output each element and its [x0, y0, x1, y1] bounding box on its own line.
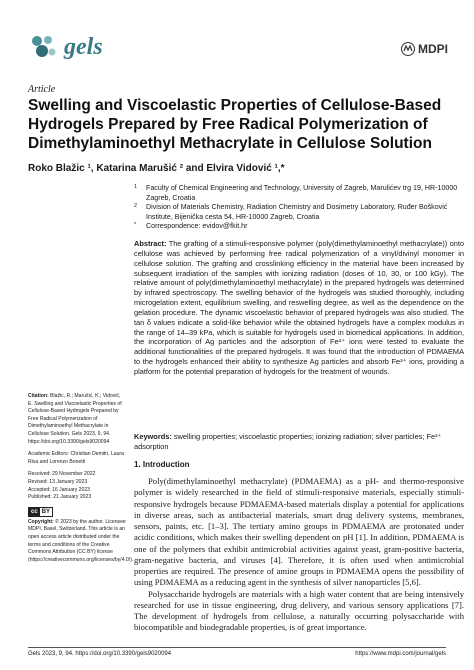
cc-by-license-badge[interactable]	[28, 507, 53, 517]
revised-date: Revised: 13 January 2023	[28, 478, 88, 485]
journal-name: gels	[64, 34, 103, 60]
affiliation-text: Faculty of Chemical Engineering and Technology, University of Zagreb, Marulićev trg 19, HR-10000 Zagreb, Croatia	[146, 184, 458, 202]
affiliation-number: *	[134, 222, 137, 229]
abstract	[134, 239, 464, 377]
citation-label: Citation:	[28, 393, 49, 399]
affiliation-item	[134, 184, 464, 203]
abstract-text: The grafting of a stimuli-responsive polymer (poly(dimethylaminoethyl methacrylate)) onto cellulose was achieved by performing free radical polymerization of a vinyl/divinyl monomer in cellulose solution. The grafting and crosslinking efficiency in the material have been increased by subsequent irradiation of the samples with ionizing radiation (doses of 10, 30, or 100 kGy). The relative amount of poly(dimethylaminoethyl methacrylate) in the prepared hydrogels was determined by infrared spectroscopy. The swelling behavior of the hydrogels was studied thoroughly, including microgelation extent, equilibrium swelling, and reswelling degree, as well as the dependence on the gelation procedure. The dynamic viscoelastic behavior of prepared hydrogels was also studied. The tan δ values indicate a solid-like behavior while the obtained hydrogels have a complex modulus in the range of 14–39 kPa, which is suitable for hydrogels used in biomedical applications. In addition, the incorporation of Ag particles and the adsorption of Fe³⁺ ions were tested to evaluate the additional functionalities of the prepared hydrogels. It was found that the introduction of PDMAEMA to the hydrogels enhanced their ability to synthesize Ag particles and absorb Fe³⁺ ions, providing a platform for the potential preparation of hydrogels for the treatment of wounds.	[134, 239, 465, 376]
paragraph: Poly(dimethylaminoethyl methacrylate) (PDMAEMA) as a pH- and thermo-responsive polymer is widely researched in the field of stimuli-responsive materials, especially stimuli-responsive hydrogels because PDMAEMA-based materials display a potential for applications in diverse areas, such as antibacterial materials, smart drug delivery systems, membranes, sensors, paints, etc. [1–3]. The tertiary amino groups in PDMAEMA are protonated under acidic conditions, which makes their swelling dependent on pH [1]. In addition, PDMAEMA is one of the polymers that exhibit antimicrobial activities against yeast, gram-positive bacteria, gram-negative bacteria, and viruses [4]. Therefore, it is often used when antimicrobial properties are required. The presence of amine groups in PDMAEMA opens the possibility of using PDMAEMA as a reducing agent in the synthesis of silver nanoparticles [5,6].	[134, 476, 464, 588]
citation	[28, 393, 126, 446]
academic-editors: Academic Editors: Christian Demitri, Laura Riva and Lorenzo Bonetti	[28, 451, 124, 465]
publisher-name: MDPI	[418, 42, 448, 56]
article-title: Swelling and Viscoelastic Properties of Cellulose-Based Hydrogels Prepared by Free Radical Polymerization of Dimethylaminoethyl Methacrylate in Cellulose Solution	[28, 97, 442, 152]
publisher-mark-icon	[401, 42, 415, 56]
journal-logo-icon	[28, 32, 58, 62]
footer-citation[interactable]: Gels 2023, 9, 94. https://doi.org/10.3390/gels9020094	[28, 651, 172, 657]
affiliations	[134, 184, 464, 232]
article-info-sidebar	[28, 393, 134, 569]
footer-divider	[28, 647, 446, 648]
affiliation-item	[134, 203, 464, 222]
abstract-label: Abstract:	[134, 239, 167, 248]
received-date: Received: 29 November 2022	[28, 471, 96, 478]
copyright-text: © 2023 by the author. Licensee MDPI, Basel, Switzerland. This article is an open access article distributed under the terms and conditions of the Creative Commons Attribution (CC BY) license (https://creativecommons.org/licenses/by/4.0/).	[28, 518, 134, 563]
section-body	[134, 476, 464, 634]
copyright-label: Copyright:	[28, 518, 54, 525]
published-date: Published: 21 January 2023	[28, 494, 92, 501]
cc-label: cc	[31, 508, 38, 515]
section-heading: 1. Introduction	[134, 460, 190, 469]
keywords-text: swelling properties; viscoelastic properties; ionizing radiation; silver particles; Fe³⁺ adsorption	[134, 432, 442, 451]
publisher-logo	[401, 42, 448, 56]
copyright	[28, 518, 134, 565]
affiliation-text: Division of Materials Chemistry, Radiation Chemistry and Dosimetry Laboratory, Ruđer Bošković Institute, Bijenička cesta 54, HR-10000 Zagreb, Croatia	[146, 203, 448, 221]
correspondence	[134, 222, 464, 232]
affiliation-number: 2	[134, 203, 138, 210]
article-type: Article	[28, 84, 56, 95]
keywords-label: Keywords:	[134, 432, 172, 441]
dates	[28, 471, 126, 501]
author-list: Roko Blažic ¹, Katarina Marušić ² and Elvira Vidović ¹,*	[28, 163, 285, 174]
citation-text[interactable]: Blažic, R.; Marušić, K.; Vidović, E. Swelling and Viscoelastic Properties of Cellulose-Based Hydrogels Prepared by Free Radical Polymerization of Dimethylaminoethyl Methacrylate in Cellulose Solution. Gels 2023, 9, 94. https://doi.org/10.3390/gels9020094	[28, 393, 122, 445]
correspondence-text: Correspondence: evidov@fkit.hr	[146, 222, 248, 231]
by-label: BY	[41, 508, 51, 515]
accepted-date: Accepted: 16 January 2023	[28, 486, 91, 493]
footer-journal-link[interactable]: https://www.mdpi.com/journal/gels	[355, 651, 446, 657]
keywords	[134, 432, 464, 452]
affiliation-number: 1	[134, 184, 138, 190]
paragraph: Polysaccharide hydrogels are materials with a high water content that are being intensively researched for use in tissue engineering, drug delivery, and various sensory applications [7]. The development of hydrogels from cellulose, a naturally occurring polysaccharide with biocompatible and biodegradable properties, is of great importance.	[134, 588, 464, 633]
